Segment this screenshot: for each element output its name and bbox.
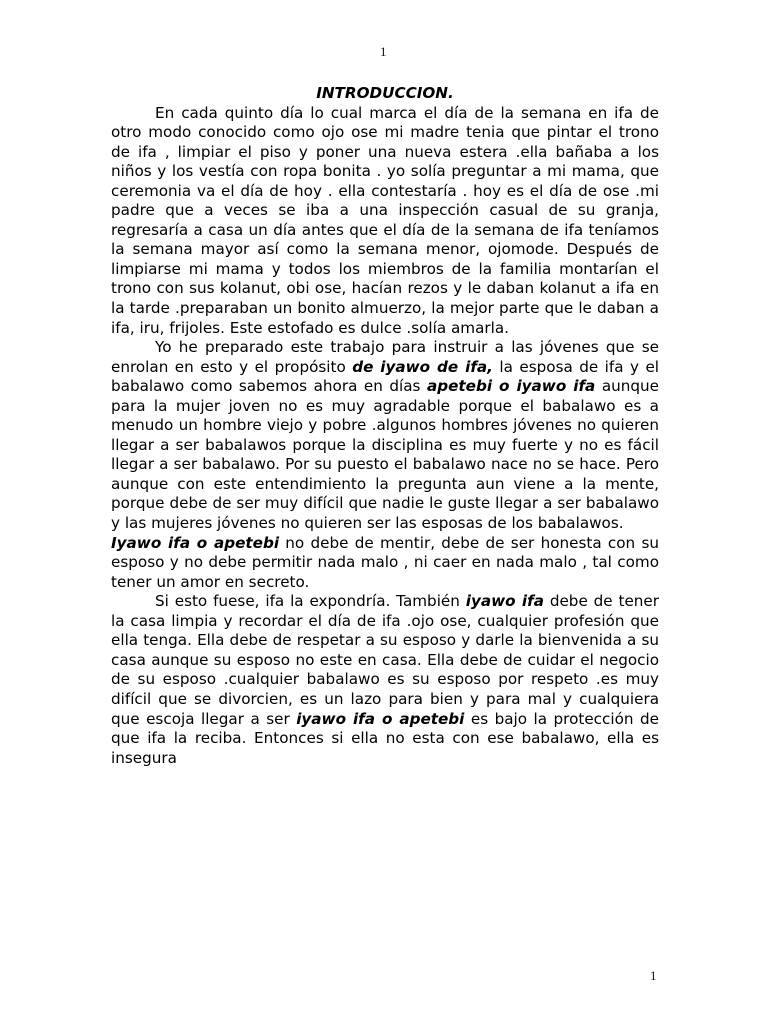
paragraph-2-text-3: aunque para la mujer joven no es muy agradable porque el babalawo es a menudo un hombre viejo y pobre .algunos hombres jóvenes no quieren llegar a ser babalawos porque la disciplina es muy fuerte y no es fácil llegar a ser babalawo. Por su puesto el babalawo nace no se hace. Pero aunque con este entendimiento la pregunta aun viene a la mente, porque debe de ser muy difícil que nadie le guste llegar a ser babalawo y las mujeres jóvenes no quieren ser las esposas de los babalawos. [111, 377, 659, 533]
document-title: INTRODUCCION. [316, 84, 454, 102]
paragraph-1: En cada quinto día lo cual marca el día de la semana en ifa de otro modo conocido como ojo ose mi madre tenia que pintar el trono de ifa , limpiar el piso y poner una nueva estera .ella bañaba a los niños y los vestía con ropa bonita . yo solía preguntar a mi mama, que ceremonia va el día de hoy . ella contestaría . hoy es el día de ose .mi padre que a veces se iba a una inspección casual de su granja, regresaría a casa un día antes que el día de la semana de ifa teníamos la semana mayor así como la semana menor, ojomode. Después de limpiarse mi mama y todos los miembros de la familia montarían el trono con sus kolanut, obi ose, hacían rezos y le daban kolanut a ifa en la tarde .preparaban un bonito almuerzo, la mejor parte que le daban a ifa, iru, frijoles. Este estofado es dulce .solía amarla. [111, 103, 659, 337]
paragraph-4-text-3: es bajo la protección de que ifa la reciba. Entonces si ella no esta con ese babalawo, ella es insegura [111, 709, 659, 767]
paragraph-2-text-2: la esposa de ifa y el babalawo como sabemos ahora en días [111, 357, 660, 396]
page-number-bottom: 1 [650, 968, 657, 983]
paragraph-4-emphasis-2: iyawo ifa o apetebi [296, 709, 465, 728]
paragraph-2-emphasis-1: de iyawo de ifa, [352, 357, 493, 376]
paragraph-2 [111, 338, 659, 533]
paragraph-4-text-1: Si esto fuese, ifa la expondría. También [155, 592, 466, 611]
page-number-top: 1 [380, 44, 387, 59]
paragraph-3-emphasis-1: Iyawo ifa o apetebi [111, 533, 280, 552]
paragraph-2-emphasis-2: apetebi o iyawo ifa [427, 377, 596, 396]
paragraph-4 [111, 592, 659, 768]
paragraph-3-text-1: no debe de mentir, debe de ser honesta con su esposo y no debe permitir nada malo , ni caer en nada malo , tal como tener un amor en secreto. [111, 533, 659, 591]
paragraph-4-text-2: debe de tener la casa limpia y recordar el día de ifa .ojo ose, cualquier profesión que ella tenga. Ella debe de respetar a su esposo y darle la bienvenida a su casa aunque su esposo no este en casa. Ella debe de cuidar el negocio de su esposo .cualquier babalawo es su esposo por respeto .es muy difícil que se divorcien, es un lazo para bien y para mal y cualquiera que escoja llegar a ser [111, 592, 659, 728]
paragraph-2-text-1: Yo he preparado este trabajo para instruir a las jóvenes que se enrolan en esto y el propósito [111, 338, 659, 376]
document-body [111, 84, 659, 768]
paragraph-4-emphasis-1: iyawo ifa [465, 592, 544, 611]
paragraph-3 [111, 534, 659, 593]
